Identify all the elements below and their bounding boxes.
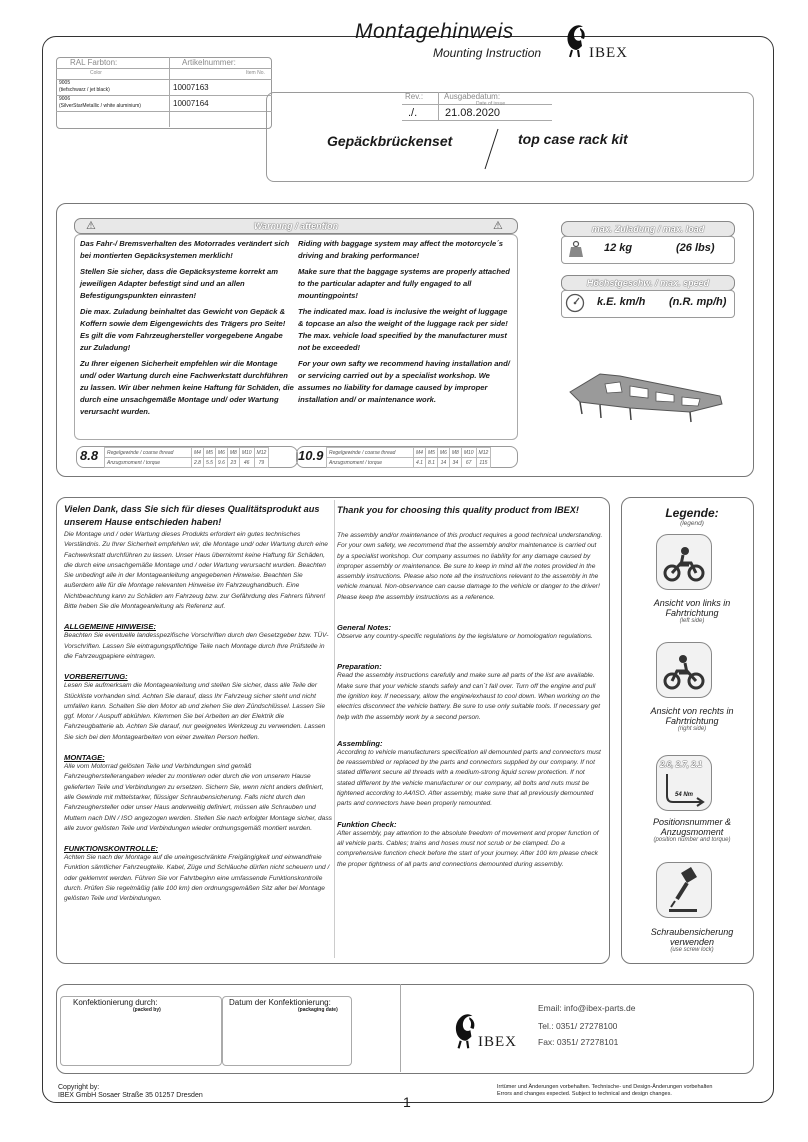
speedometer-icon <box>565 293 585 313</box>
column-divider <box>334 500 335 958</box>
rack-product-image <box>560 362 730 424</box>
intro-en <box>337 504 603 870</box>
warning-de-column: Das Fahr-/ Bremsverhalten des Motorrades verändert sich bei montierten Gepäcksystemen merklich! Stellen Sie sicher, dass die Gepäcksysteme korrekt am jeweiligen Adapter befestigt sind und an allen Befestigungspunkten einrasten! Die max. Zuladung beinhaltet das Gewicht von Gepäck & Koffern sowie dem Eigengewichts des Trägers pro Seite! Es gilt die vom Fahrzeughersteller vorgegebene Angabe zur Zuladung! Zu Ihrer eigenen Sicherheit empfehlen wir die Montage und/ oder Wartung durch eine Fachwerkstatt durchführen zu lassen. Wir über nehmen keine Haftung für Schäden, die durch eine unsachgemäße Montage und/ oder Wartung verursacht wurden. <box>80 239 294 416</box>
contact-tel: Tel.: 0351/ 27278100 <box>538 1021 618 1031</box>
speed-title: Höchstgeschw. / max. speed <box>586 278 710 288</box>
ibex-logo-icon <box>562 20 590 58</box>
section-de-text: Alle vom Motorrad gelösten Teile und Verbindungen sind gemäß Fahrzeugherstellerangaben wieder zu montieren oder durch die von unserem Hause gelieferten Teile und Verbindungen zu ersetzen. Sichern Sie, wenn nicht anders definiert, alle Gewinde mit mittelstarker, flüssiger Schraubensicherung. Falls nicht durch den Fahrzeughersteller oder unser Haus anderweitig definiert, müssen alle Schrauben und Muttern nach DIN / ISO angezogen werden. Stellen Sie nach erfolgter Montage sicher, dass alle zuvor gelösten Teile und Verbindungen wieder ordnungsgemäß montiert wurden. <box>64 763 332 832</box>
issue-value: 21.08.2020 <box>445 107 501 119</box>
legend-title: Legende: (legend) <box>622 506 762 527</box>
intro-de-heading: Vielen Dank, dass Sie sich für dieses Qualitätsprodukt aus unserem Hause entschieden haben! <box>64 504 320 527</box>
warning-icon: ⚠ <box>493 220 503 232</box>
warning-icon: ⚠ <box>86 220 96 232</box>
section-de-heading: MONTAGE: <box>64 753 105 763</box>
packed-by-sub: (packed by) <box>133 1007 161 1013</box>
color-code-2: 9006 <box>59 96 71 102</box>
section-en-heading: General Notes: <box>337 623 392 633</box>
section-de-heading: FUNKTIONSKONTROLLE: <box>64 844 159 854</box>
brand-name: IBEX <box>589 45 628 61</box>
intro-de <box>64 503 334 905</box>
section-de-heading: VORBEREITUNG: <box>64 672 128 682</box>
section-de-text: Achten Sie nach der Montage auf die uneingeschränkte Freigängigkeit und einwandfreie Funktion sämtlicher Fahrzeugteile. Kabel, Züge und Schläuche dürfen nicht scheuern und / oder geklemmt werden. Führen Sie vor Fahrtbeginn eine umfassende Funktionskontrolle durch. Prüfen Sie regelmäßig (alle 100 km) den ordnungsgemäßen Sitz aller bei Montage gelösten Teile und Verbindungen. <box>64 854 330 903</box>
intro-de-text: Die Montage und / oder Wartung dieses Produkts erfordert ein gutes technisches Verständnis. Zu Ihrer Sicherheit empfehlen wir, die Montage und/ oder Wartung durch eine Fachwerkstatt durchführen zu lassen. Unser Haus übernimmt keine Haftung für Schäden, die durch eine unsachgemäße Montage und / oder Wartung verursacht wurden. Beachten Sie unbedingt alle in der Montageanleitung angegebenen Hinweise. Beachten Sie außerdem alle für die Montage relevanten Hinweise im Fahrzeughandbuch. Eine Nichtbeachtung kann zu Schäden am Fahrzeug bzw. zur Gefährdung des Fahrers führen! Bitte heben Sie die Montageanleitung als Referenz auf. <box>64 531 328 611</box>
footer-brand: IBEX <box>478 1034 517 1050</box>
issue-label: Ausgabedatum: <box>444 92 501 101</box>
warning-banner <box>74 218 518 234</box>
copyright-label: Copyright by: <box>58 1084 100 1091</box>
color-code-1: 9005 <box>59 80 71 86</box>
company-address: IBEX GmbH Sosaer Straße 35 01257 Dresden <box>58 1092 203 1099</box>
legend-item-torque: Positionsnummer & Anzugsmoment (position number and torque) <box>652 817 732 843</box>
rev-value: ./. <box>408 107 418 119</box>
torque-grade-109: 10.9 <box>298 448 324 463</box>
rev-label: Rev.: <box>405 92 424 101</box>
position-torque-icon: 2.6, 2.7, 2.1 54 Nm <box>656 755 712 811</box>
section-en-text: After assembly, pay attention to the absolute freedom of movement and proper function of all vehicle parts. Cables; trains and hoses must not scrub or be clamped. Do a comprehensive function check before the start of your journey. After 100 km please check the proper tightness of all parts and connections demounted during assembly. <box>337 829 599 868</box>
legend-item-right: Ansicht von rechts in Fahrtrichtung (right side) <box>650 706 734 732</box>
title-de: Montagehinweis <box>355 20 514 43</box>
intro-en-text: The assembly and/or maintenance of this product requires a good technical understanding. For your own safety, we recommend that the assembly and/or maintenance is carried out by a specialist workshop. Our company assumes no liability for any damage caused by improper assembly or maintenance. Be sure to keep in mind all the notes provided in the assembly instructions. Please also note all the instructions relevant to the assembly in the vehicle manual. Non-observance can cause damage to the vehicle or danger to the driver! Please keep the assembly instructions as a reference. <box>337 532 603 601</box>
section-en-heading: Assembling: <box>337 738 383 748</box>
packed-by-label: Konfektionierung durch: <box>73 998 158 1007</box>
contact-email[interactable]: Email: info@ibex-parts.de <box>538 1003 636 1013</box>
article-label: Artikelnummer: <box>182 58 236 67</box>
speed-banner <box>561 275 735 291</box>
color-desc-2: (SilverStarMetallic / white aluminium) <box>59 103 141 109</box>
section-en-heading: Preparation: <box>337 662 382 672</box>
weight-icon <box>566 239 586 259</box>
load-value-de: 12 kg <box>604 242 633 254</box>
section-de-text: Beachten Sie eventuelle landesspezifische Vorschriften durch den Gesetzgeber bzw. TÜV-Vorschriften. Lassen Sie eintragungspflichtige Teile nach Montage durch Ihre Prüfstelle in die Fahrzeugpapiere eintragen. <box>64 632 329 660</box>
moto-left-view-icon <box>656 534 712 590</box>
torque-grade-88: 8.8 <box>80 448 99 463</box>
color-desc-1: (tiefschwarz / jet black) <box>59 87 110 93</box>
item-sub: Item No. <box>246 70 265 76</box>
item-number-1: 10007163 <box>173 83 209 92</box>
moto-right-view-icon <box>656 642 712 698</box>
product-name-en: top case rack kit <box>518 131 628 147</box>
disclaimer-de: Irrtümer und Änderungen vorbehalten. Technische- und Design-Änderungen vorbehalten <box>497 1084 713 1090</box>
torque-table-88: Regelgewinde / coarse thread M4 M5 M6 M8 M10 M12 Anzugsmoment / torque 2.8 5.5 9.6 23 46 79 <box>104 447 269 468</box>
legend-item-left: Ansicht von links in Fahrtrichtung (left side) <box>653 598 731 624</box>
section-en-text: Read the assembly instructions carefully and make sure all parts of the list are available. Make sure that your vehicle stands safely and can´t fall over. Turn off the engine and pull the ignition key. If necessary, allow the engine/exhaust to cool down. When working on the electrics disconnect the vehicle battery. Be sure to use only suitable tools. If necessary get help with the assembly work by a second person. <box>337 672 601 721</box>
load-value-en: (26 lbs) <box>676 242 715 254</box>
intro-en-heading: Thank you for choosing this quality product from IBEX! <box>337 505 579 515</box>
packaging-date-label: Datum der Konfektionierung: <box>229 998 331 1007</box>
product-name-de: Gepäckbrückenset <box>327 133 453 149</box>
load-title: max. Zuladung / max. load <box>591 224 705 234</box>
section-en-text: According to vehicle manufacturers specification all demounted parts and connectors must be reassembled or replaced by the parts and connectors supplied by our company. If not stated different secure all threads with a medium-strong liquid screw protection. If not stated different by the vehicle manufacturer or our company, all bolts and nuts must be tightened according to A4/ISO. After assembly, make sure that all previously demounted parts and connectors have been properly remounted. <box>337 748 601 808</box>
section-en-text: Observe any country-specific regulations by the legislature or homologation regulations. <box>337 633 593 641</box>
speed-value-de: k.E. km/h <box>597 296 646 308</box>
color-sub: Color <box>90 70 102 76</box>
warning-title: Warnung / attention <box>253 221 339 231</box>
legend-subtitle: (legend) <box>680 520 704 527</box>
item-number-2: 10007164 <box>173 99 209 108</box>
warning-en-column: Riding with baggage system may affect the motorcycle´s driving and braking performance! Make sure that the baggage systems are properly attached to the particular adapter and fully engaged to all mountingpoints! The indicated max. load is inclusive the weight of luggage & topcase an also the weight of the luggage rack per side! The max. vehicle load specified by the manufacturer must not be exceeded! For your own safty we recommend having installation and/ or servicing carried out by a specialist workshop. We assumes no liability for damage caused by improper installation and/ or maintenance work. <box>298 239 510 404</box>
load-banner <box>561 221 735 237</box>
section-de-heading: ALLGEMEINE HINWEISE: <box>64 622 156 632</box>
issue-sub: Date of issue <box>476 101 506 107</box>
section-en-heading: Funktion Check: <box>337 819 397 829</box>
section-de-text: Lesen Sie aufmerksam die Montageanleitung und stellen Sie sicher, dass alle Teile der Stückliste vorhanden sind. Achten Sie darauf, dass Ihr Fahrzeug sicher steht und nicht umfallen kann. Schalten Sie den Motor ab und ziehen Sie den Zündschlüssel. Lassen Sie ggf. Motor / Auspuff abkühlen. Klemmen Sie bei Arbeiten an der Elektrik die Fahrzeugbatterie ab. Achten Sie darauf, nur geeignetes Werkzeug zu verwenden. Lassen Sie sich bei den Montagearbeiten von einer zweiten Person helfen. <box>64 682 326 741</box>
ibex-logo-icon <box>450 1008 480 1050</box>
screw-lock-icon <box>656 862 712 918</box>
torque-table-109: Regelgewinde / coarse thread M4 M5 M6 M8 M10 M12 Anzugsmoment / torque 4.1 8.1 14 34 67 115 <box>326 447 491 468</box>
legend-item-screwlock: Schraubensicherung verwenden (use screw lock) <box>650 927 734 953</box>
disclaimer-en: Errors and changes expected. Subject to technical and design changes. <box>497 1091 672 1097</box>
speed-value-en: (n.R. mp/h) <box>669 296 727 308</box>
ral-label: RAL Farbton: <box>70 58 118 67</box>
contact-fax: Fax: 0351/ 27278101 <box>538 1037 619 1047</box>
title-en: Mounting Instruction <box>433 46 542 60</box>
page-number: 1 <box>403 1094 411 1110</box>
packaging-date-sub: (packaging date) <box>298 1007 338 1013</box>
